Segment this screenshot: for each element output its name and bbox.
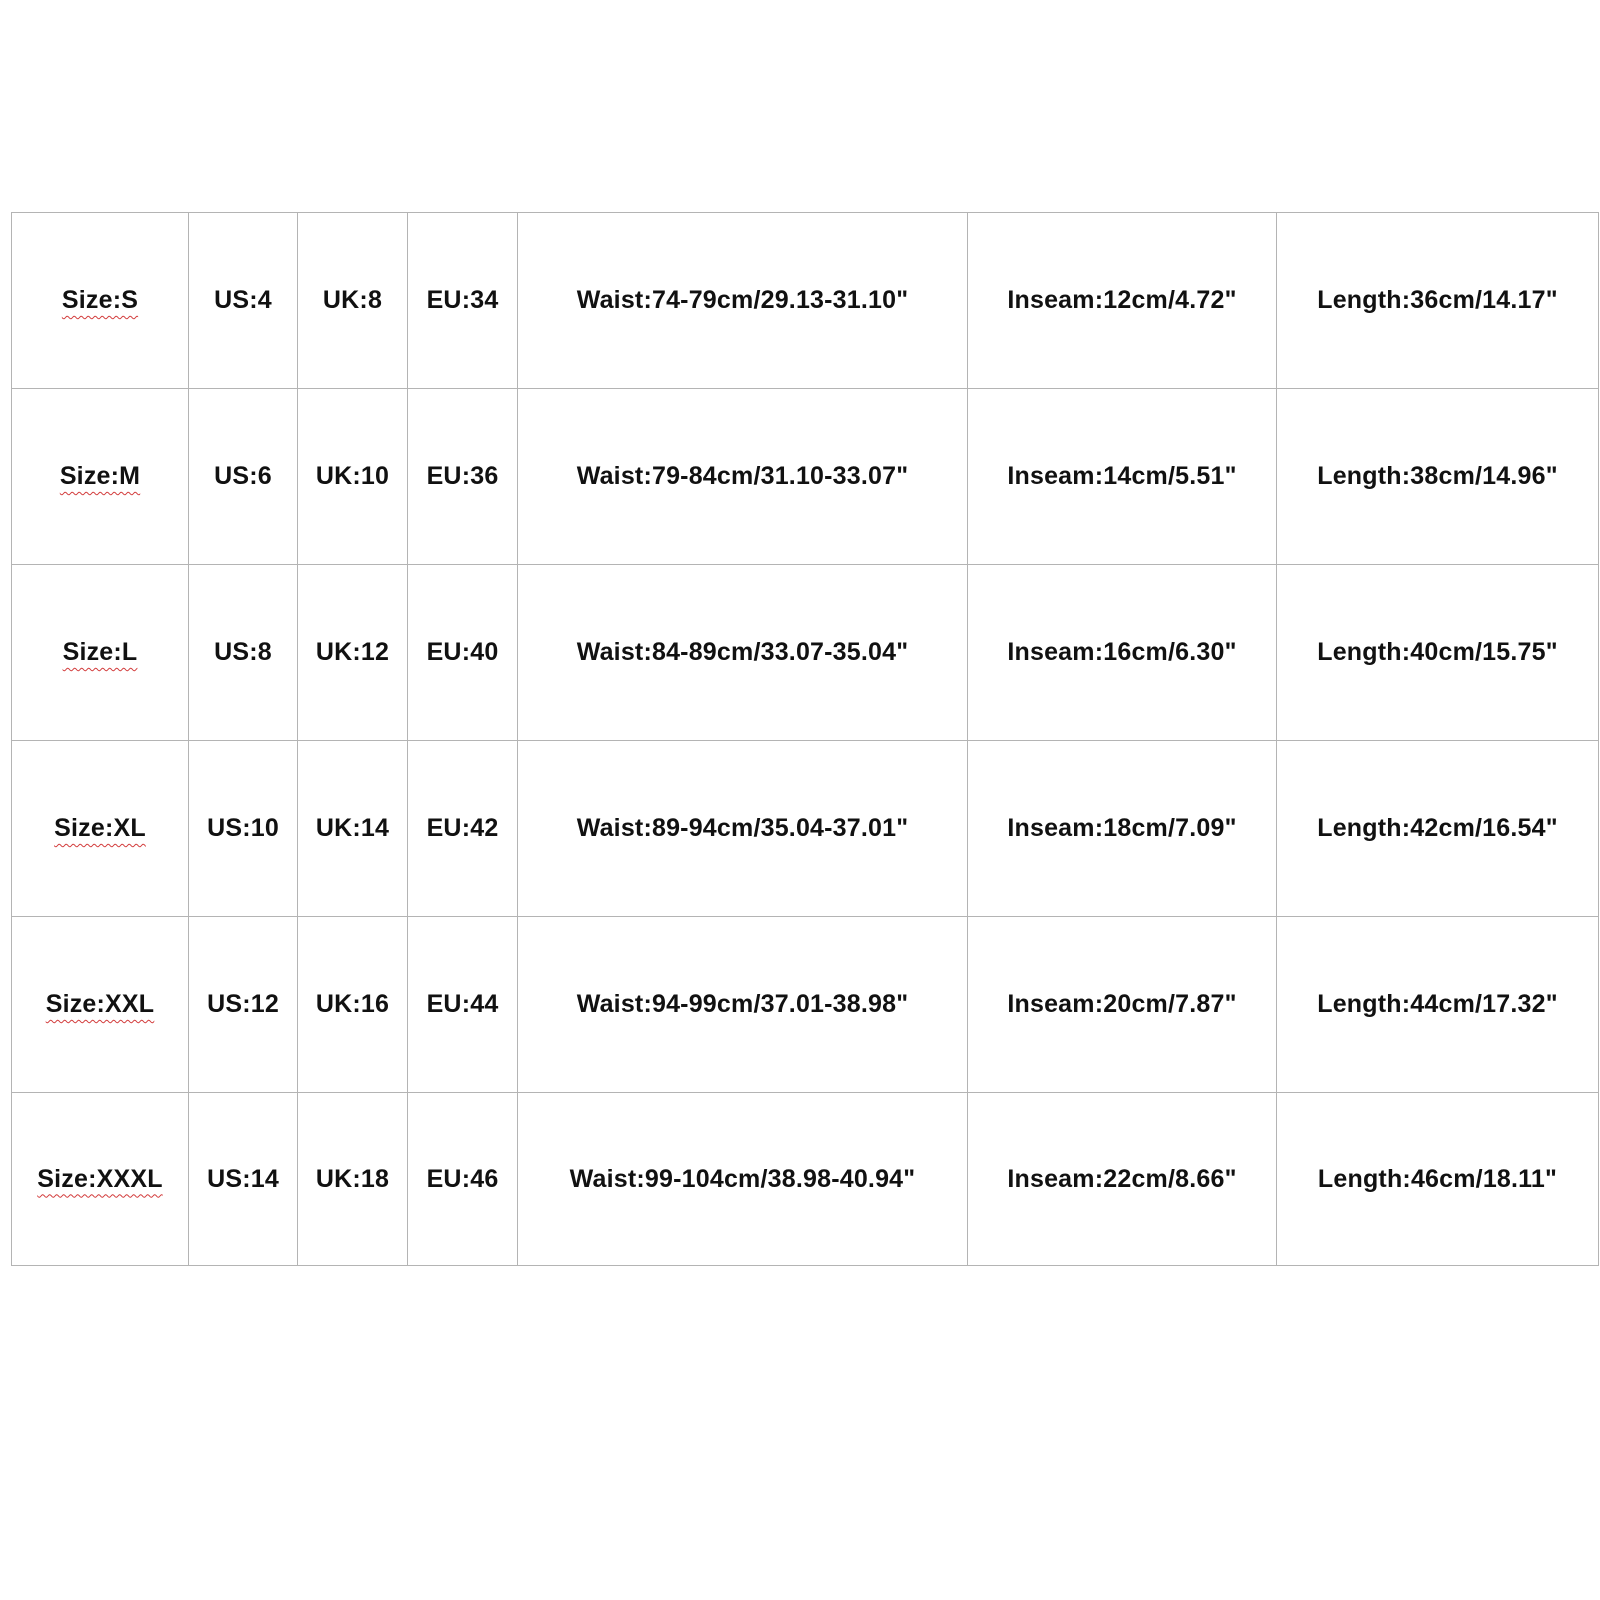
size-cell — [12, 565, 189, 741]
table-row — [12, 389, 1599, 565]
size-label: Size:M — [59, 462, 141, 490]
waist-cell: Waist:94-99cm/37.01-38.98" — [518, 917, 968, 1093]
waist-cell: Waist:84-89cm/33.07-35.04" — [518, 565, 968, 741]
table-row — [12, 213, 1599, 389]
us-size-cell: US:4 — [189, 213, 298, 389]
uk-size-cell: UK:16 — [298, 917, 408, 1093]
eu-size-cell: EU:34 — [408, 213, 518, 389]
size-chart-table — [11, 212, 1599, 1266]
length-cell: Length:42cm/16.54" — [1277, 741, 1599, 917]
table-row — [12, 565, 1599, 741]
waist-cell: Waist:89-94cm/35.04-37.01" — [518, 741, 968, 917]
size-cell — [12, 389, 189, 565]
size-label: Size:S — [61, 286, 139, 314]
eu-size-cell: EU:42 — [408, 741, 518, 917]
uk-size-cell: UK:10 — [298, 389, 408, 565]
inseam-cell: Inseam:16cm/6.30" — [968, 565, 1277, 741]
us-size-cell: US:14 — [189, 1093, 298, 1266]
waist-cell: Waist:79-84cm/31.10-33.07" — [518, 389, 968, 565]
uk-size-cell: UK:18 — [298, 1093, 408, 1266]
size-label: Size:L — [62, 638, 138, 666]
table-row — [12, 1093, 1599, 1266]
size-label: Size:XXXL — [37, 1164, 163, 1193]
size-cell — [12, 213, 189, 389]
inseam-cell: Inseam:14cm/5.51" — [968, 389, 1277, 565]
uk-size-cell: UK:8 — [298, 213, 408, 389]
inseam-cell: Inseam:18cm/7.09" — [968, 741, 1277, 917]
us-size-cell: US:10 — [189, 741, 298, 917]
size-cell — [12, 741, 189, 917]
size-label: Size:XL — [54, 814, 146, 842]
length-cell: Length:44cm/17.32" — [1277, 917, 1599, 1093]
eu-size-cell: EU:40 — [408, 565, 518, 741]
eu-size-cell: EU:44 — [408, 917, 518, 1093]
table-row — [12, 917, 1599, 1093]
inseam-cell: Inseam:20cm/7.87" — [968, 917, 1277, 1093]
eu-size-cell: EU:36 — [408, 389, 518, 565]
length-cell: Length:40cm/15.75" — [1277, 565, 1599, 741]
waist-cell: Waist:74-79cm/29.13-31.10" — [518, 213, 968, 389]
size-label: Size:XXL — [45, 990, 155, 1018]
uk-size-cell: UK:14 — [298, 741, 408, 917]
eu-size-cell: EU:46 — [408, 1093, 518, 1266]
length-cell: Length:38cm/14.96" — [1277, 389, 1599, 565]
length-cell: Length:36cm/14.17" — [1277, 213, 1599, 389]
waist-cell: Waist:99-104cm/38.98-40.94" — [518, 1093, 968, 1266]
inseam-cell: Inseam:22cm/8.66" — [968, 1093, 1277, 1266]
length-cell: Length:46cm/18.11" — [1277, 1093, 1599, 1266]
us-size-cell: US:8 — [189, 565, 298, 741]
size-cell — [12, 1093, 189, 1266]
us-size-cell: US:6 — [189, 389, 298, 565]
table-row — [12, 741, 1599, 917]
us-size-cell: US:12 — [189, 917, 298, 1093]
uk-size-cell: UK:12 — [298, 565, 408, 741]
size-cell — [12, 917, 189, 1093]
inseam-cell: Inseam:12cm/4.72" — [968, 213, 1277, 389]
